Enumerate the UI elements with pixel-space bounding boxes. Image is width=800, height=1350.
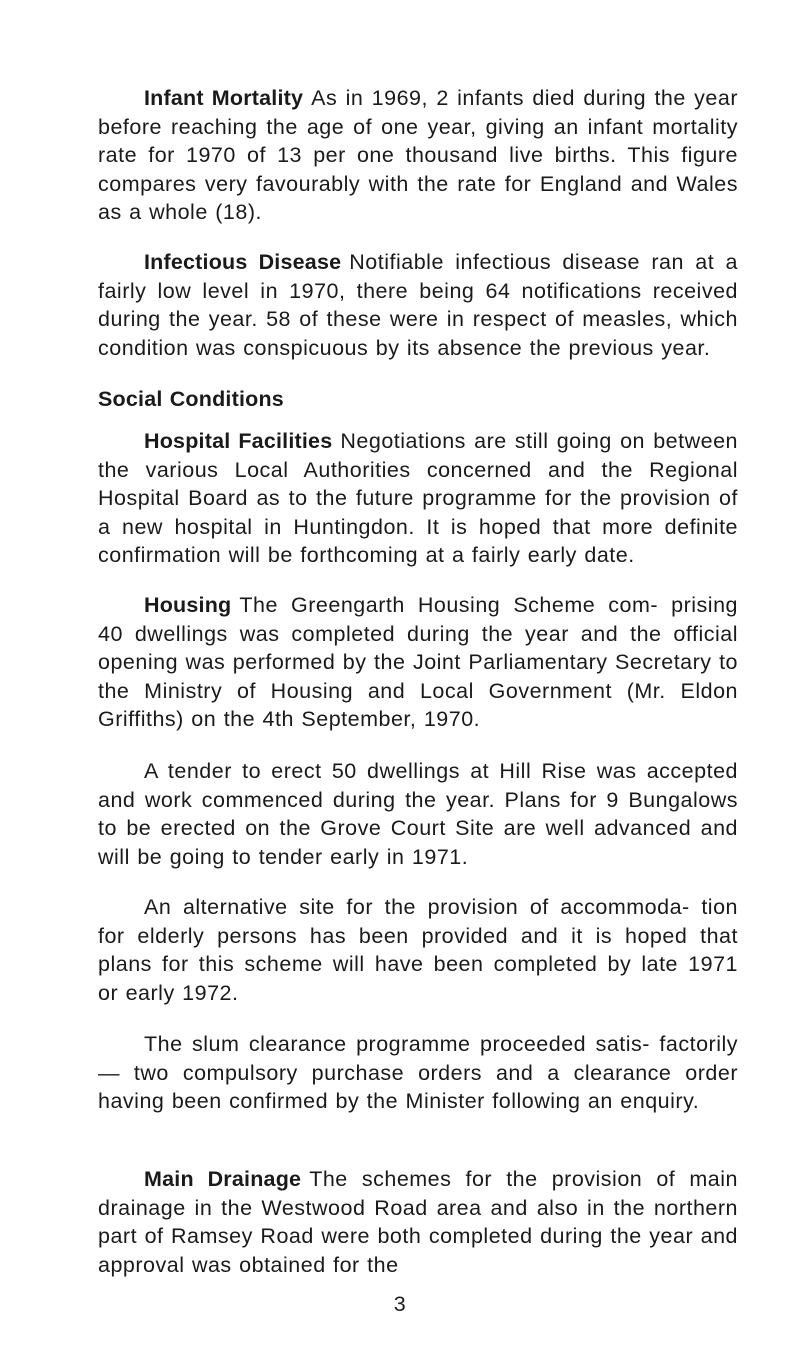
paragraph-elderly-accommodation: [98, 893, 738, 1007]
paragraph-slum-clearance: [98, 1030, 738, 1116]
paragraph-text: Negotiations are still going on between the various Local Authorities concerned and the Regional Hospital Board as to the future programme for the provision of a new hospital in Huntingdon. It is hoped that more definite confirmation will be forthcoming at a fairly early date.: [98, 429, 738, 568]
paragraph-main-drainage: [98, 1165, 738, 1279]
paragraph-text: The schemes for the provision of main drainage in the Westwood Road area and also in the northern part of Ramsey Road were both completed during the year and approval was obtained for the: [98, 1167, 738, 1277]
paragraph-text: A tender to erect 50 dwellings at Hill Rise was accepted and work commenced during the year. Plans for 9 Bungalows to be erected on the Grove Court Site are well advanced and will be going to tender early in 1971.: [98, 759, 738, 869]
paragraph-housing: [98, 591, 738, 734]
paragraph-text: The slum clearance programme proceeded satis- factorily — two compulsory purchase orders and a clearance order having been confirmed by the Minister following an enquiry.: [98, 1032, 738, 1114]
paragraph-heading: Infant Mortality: [144, 86, 304, 110]
paragraph-heading: Infectious Disease: [144, 250, 342, 274]
paragraph-text: The Greengarth Housing Scheme com- prising 40 dwellings was completed during the year and the official opening was performed by the Joint Parliamentary Secretary to the Ministry of Housing and Local Government (Mr. Eldon Griffiths) on the 4th September, 1970.: [98, 593, 738, 732]
paragraph-heading: Hospital Facilities: [144, 429, 333, 453]
paragraph-text: Notifiable infectious disease ran at a fairly low level in 1970, there being 64 notifications received during the year. 58 of these were in respect of measles, which condition was conspicuous by its absence the previous year.: [98, 250, 738, 360]
paragraph-text: An alternative site for the provision of accommoda- tion for elderly persons has been provided and it is hoped that plans for this scheme will have been completed by late 1971 or early 1972.: [98, 895, 738, 1005]
paragraph-infectious-disease: [98, 248, 738, 362]
section-heading: Social Conditions: [98, 387, 284, 411]
page-number: 3: [393, 1292, 407, 1316]
paragraph-heading: Housing: [144, 593, 232, 617]
paragraph-hospital-facilities: [98, 427, 738, 570]
paragraph-text: As in 1969, 2 infants died during the year before reaching the age of one year, giving an infant mortality rate for 1970 of 13 per one thousand live births. This figure compares very favourably with the rate for England and Wales as a whole (18).: [98, 86, 738, 225]
paragraph-heading: Main Drainage: [144, 1167, 302, 1191]
paragraph-infant-mortality: [98, 84, 738, 227]
paragraph-hill-rise-tender: [98, 757, 738, 871]
